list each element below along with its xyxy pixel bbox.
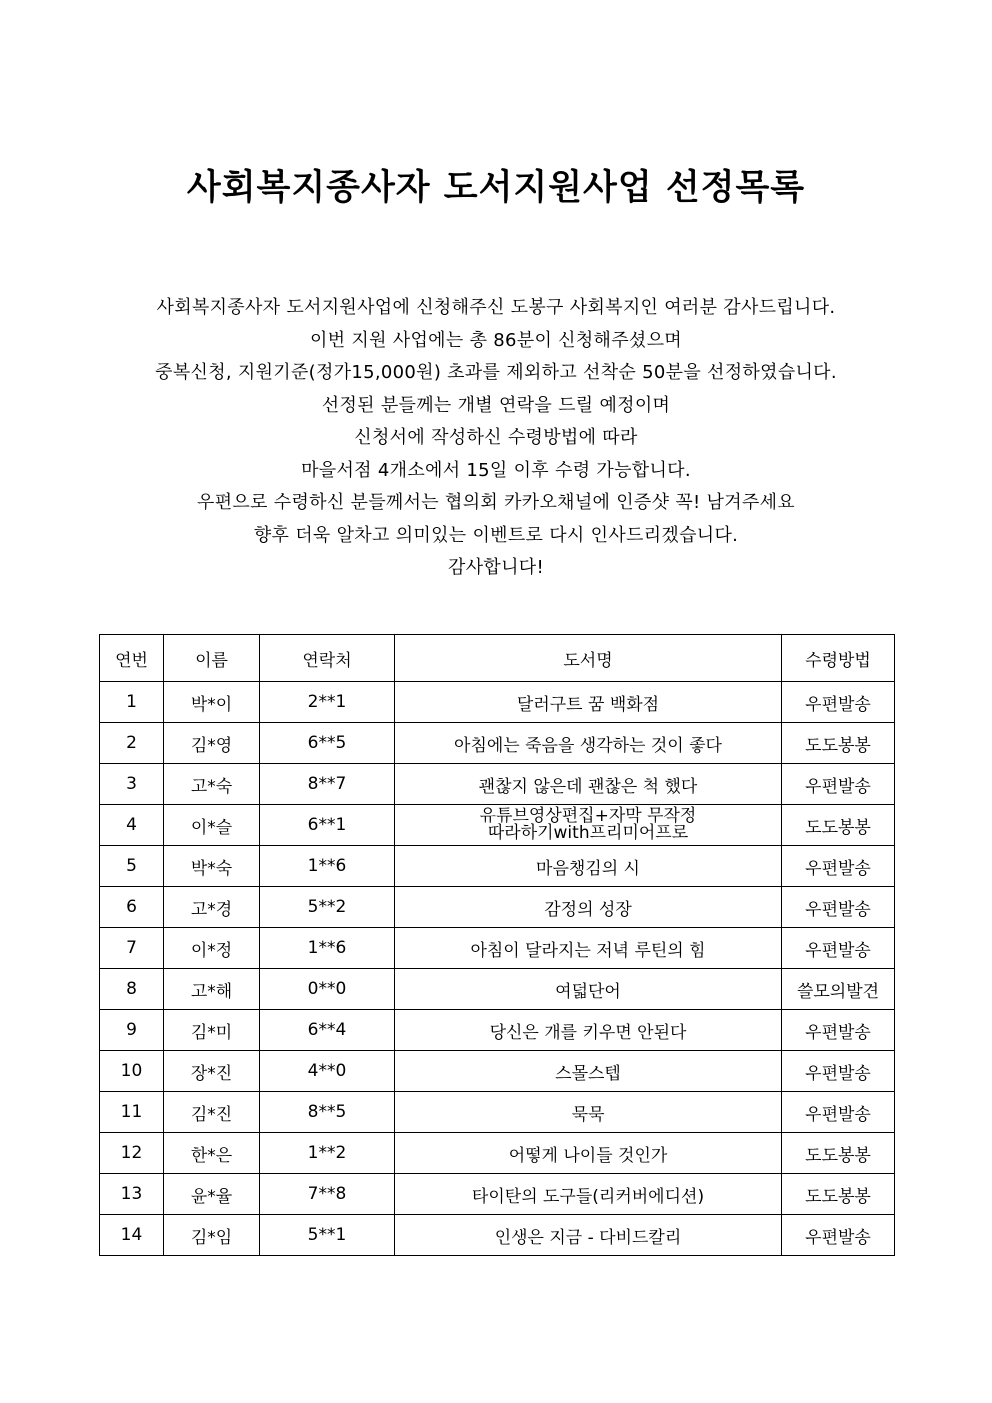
table-row (100, 682, 895, 723)
cell-number: 1 (100, 682, 164, 723)
cell-book-title: 여덟단어 (395, 969, 782, 1010)
cell-receive-method: 우편발송 (782, 1010, 895, 1051)
cell-number: 10 (100, 1051, 164, 1092)
intro-line: 향후 더욱 알차고 의미있는 이벤트로 다시 인사드리겠습니다. (253, 524, 739, 546)
cell-name: 장*진 (164, 1051, 260, 1092)
intro-line: 선정된 분들께는 개별 연락을 드릴 예정이며 (321, 394, 671, 416)
table-row (100, 1215, 895, 1256)
table-row (100, 1010, 895, 1051)
cell-book-title: 감정의 성장 (395, 887, 782, 928)
cell-contact: 4**0 (260, 1051, 395, 1092)
cell-name: 윤*율 (164, 1174, 260, 1215)
cell-number: 12 (100, 1133, 164, 1174)
page-title: 사회복지종사자 도서지원사업 선정목록 (186, 168, 806, 208)
header-book-title: 도서명 (395, 635, 782, 682)
cell-name: 고*해 (164, 969, 260, 1010)
cell-book-title (395, 805, 782, 846)
cell-contact: 0**0 (260, 969, 395, 1010)
cell-book-title: 타이탄의 도구들(리커버에디션) (395, 1174, 782, 1215)
cell-contact: 8**7 (260, 764, 395, 805)
header-number: 연번 (100, 635, 164, 682)
cell-name: 이*슬 (164, 805, 260, 846)
cell-number: 5 (100, 846, 164, 887)
cell-book-title: 어떻게 나이들 것인가 (395, 1133, 782, 1174)
cell-receive-method: 도도봉봉 (782, 805, 895, 846)
table-row (100, 1133, 895, 1174)
table-row (100, 723, 895, 764)
cell-contact: 5**2 (260, 887, 395, 928)
cell-contact: 2**1 (260, 682, 395, 723)
cell-name: 김*진 (164, 1092, 260, 1133)
book-title-line: 유튜브영상편집+자막 무작정 (479, 806, 697, 826)
intro-line: 이번 지원 사업에는 총 86분이 신청해주셨으며 (310, 329, 682, 351)
cell-number: 8 (100, 969, 164, 1010)
intro-line: 사회복지종사자 도서지원사업에 신청해주신 도봉구 사회복지인 여러분 감사드립니다. (156, 297, 836, 318)
cell-receive-method: 우편발송 (782, 682, 895, 723)
header-name: 이름 (164, 635, 260, 682)
table-row (100, 1051, 895, 1092)
cell-name: 고*경 (164, 887, 260, 928)
cell-number: 11 (100, 1092, 164, 1133)
table-row (100, 846, 895, 887)
cell-book-title: 아침이 달라지는 저녁 루틴의 힘 (395, 928, 782, 969)
intro-line: 우편으로 수령하신 분들께서는 협의회 카카오채널에 인증샷 꼭! 남겨주세요 (197, 492, 795, 513)
table-row (100, 1092, 895, 1133)
cell-name: 이*정 (164, 928, 260, 969)
cell-book-title: 마음챙김의 시 (395, 846, 782, 887)
table-row (100, 805, 895, 846)
header-receive-method: 수령방법 (782, 635, 895, 682)
cell-contact: 6**5 (260, 723, 395, 764)
cell-receive-method: 도도봉봉 (782, 723, 895, 764)
cell-name: 한*은 (164, 1133, 260, 1174)
cell-name: 박*이 (164, 682, 260, 723)
cell-receive-method: 우편발송 (782, 1215, 895, 1256)
table-row (100, 887, 895, 928)
cell-contact: 6**4 (260, 1010, 395, 1051)
table-row (100, 764, 895, 805)
intro-line: 감사합니다! (448, 557, 544, 578)
cell-receive-method: 우편발송 (782, 1051, 895, 1092)
cell-book-title: 인생은 지금 - 다비드칼리 (395, 1215, 782, 1256)
cell-receive-method: 우편발송 (782, 928, 895, 969)
table-row (100, 928, 895, 969)
cell-number: 2 (100, 723, 164, 764)
cell-receive-method: 우편발송 (782, 764, 895, 805)
intro-line: 신청서에 작성하신 수령방법에 따라 (354, 427, 638, 448)
cell-receive-method: 쓸모의발견 (782, 969, 895, 1010)
cell-number: 4 (100, 805, 164, 846)
cell-contact: 1**6 (260, 928, 395, 969)
cell-name: 김*임 (164, 1215, 260, 1256)
cell-contact: 5**1 (260, 1215, 395, 1256)
book-title-line: 따라하기with프리미어프로 (487, 823, 689, 843)
cell-number: 14 (100, 1215, 164, 1256)
cell-number: 3 (100, 764, 164, 805)
cell-book-title: 스몰스텝 (395, 1051, 782, 1092)
cell-receive-method: 우편발송 (782, 1092, 895, 1133)
table-row (100, 969, 895, 1010)
cell-name: 박*숙 (164, 846, 260, 887)
selection-table (99, 634, 895, 1256)
cell-contact: 6**1 (260, 805, 395, 846)
cell-contact: 1**2 (260, 1133, 395, 1174)
cell-name: 고*숙 (164, 764, 260, 805)
cell-book-title: 당신은 개를 키우면 안된다 (395, 1010, 782, 1051)
intro-line: 중복신청, 지원기준(정가15,000원) 초과를 제외하고 선착순 50분을 선정하였습니다. (155, 362, 837, 383)
cell-book-title: 달러구트 꿈 백화점 (395, 682, 782, 723)
intro-line: 마을서점 4개소에서 15일 이후 수령 가능합니다. (301, 459, 691, 481)
cell-contact: 1**6 (260, 846, 395, 887)
cell-number: 9 (100, 1010, 164, 1051)
cell-name: 김*영 (164, 723, 260, 764)
intro-message (0, 292, 992, 585)
table-row (100, 1174, 895, 1215)
cell-receive-method: 우편발송 (782, 846, 895, 887)
table-header-row (100, 635, 895, 682)
cell-name: 김*미 (164, 1010, 260, 1051)
header-contact: 연락처 (260, 635, 395, 682)
cell-number: 7 (100, 928, 164, 969)
cell-book-title: 아침에는 죽음을 생각하는 것이 좋다 (395, 723, 782, 764)
cell-book-title: 묵묵 (395, 1092, 782, 1133)
cell-contact: 7**8 (260, 1174, 395, 1215)
cell-number: 13 (100, 1174, 164, 1215)
cell-number: 6 (100, 887, 164, 928)
cell-contact: 8**5 (260, 1092, 395, 1133)
cell-book-title: 괜찮지 않은데 괜찮은 척 했다 (395, 764, 782, 805)
cell-receive-method: 우편발송 (782, 887, 895, 928)
cell-receive-method: 도도봉봉 (782, 1133, 895, 1174)
cell-receive-method: 도도봉봉 (782, 1174, 895, 1215)
